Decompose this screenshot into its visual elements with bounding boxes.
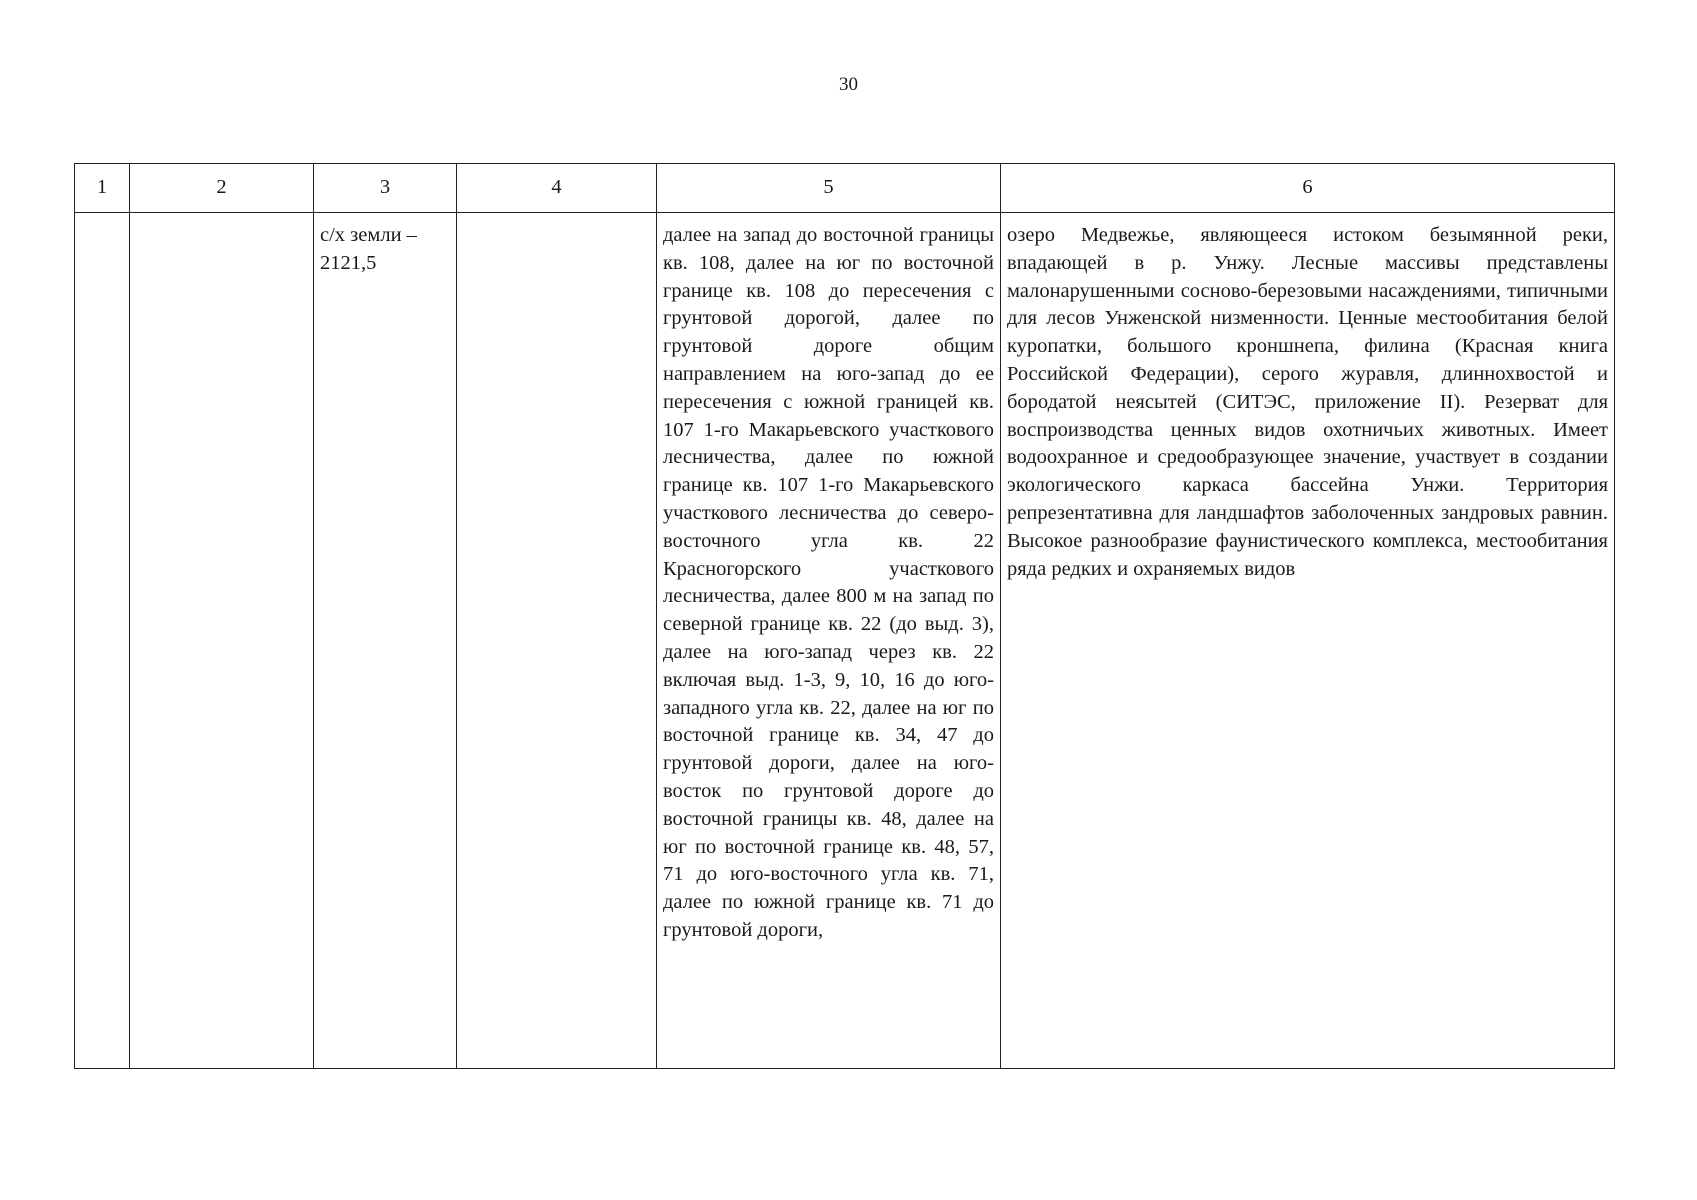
cell-col1 xyxy=(75,213,130,1069)
column-header-5: 5 xyxy=(657,164,1001,213)
land-area-label: с/х земли – xyxy=(320,224,417,246)
column-header-3: 3 xyxy=(314,164,457,213)
cell-col3 xyxy=(314,213,457,1069)
page-number: 30 xyxy=(839,74,858,95)
column-header-6: 6 xyxy=(1001,164,1615,213)
cell-col6 xyxy=(1001,213,1615,1069)
cell-col5 xyxy=(657,213,1001,1069)
table-header-row xyxy=(75,164,1615,213)
column-header-4: 4 xyxy=(457,164,657,213)
land-area-value: 2121,5 xyxy=(320,251,377,274)
boundary-description: далее на запад до восточной границы кв. 108, далее на юг по восточной границе кв. 108 до пересечения с грунтовой дорогой, далее по грунтовой дороге общим направлением на юго-запад до ее пересечения с южной границей кв. 107 1-го Макарьевского участкового лесничества, далее по южной границе кв. 107 1-го Макарьевского участкового лесничества до северо-восточного угла кв. 22 Красногорского участкового лесничества, далее 800 м на запад по северной границе кв. 22 (до выд. 3), далее на юго-запад через кв. 22 включая выд. 1-3, 9, 10, 16 до юго-западного угла кв. 22, далее на юг по восточной границе кв. 34, 47 до грунтовой дороги, далее на юго-восток по грунтовой дороге до восточной границы кв. 48, далее на юг по восточной границе кв. 48, 57, 71 до юго-восточного угла кв. 71, далее по южной границе кв. 71 до грунтовой дороги, xyxy=(663,224,994,941)
column-header-1: 1 xyxy=(75,164,130,213)
cell-col4 xyxy=(457,213,657,1069)
land-area-text xyxy=(314,213,456,278)
document-table xyxy=(74,163,1615,1069)
column-header-2: 2 xyxy=(130,164,314,213)
cell-col2 xyxy=(130,213,314,1069)
significance-description: озеро Медвежье, являющееся истоком безымянной реки, впадающей в р. Унжу. Лесные массивы представлены малонарушенными сосново-березовыми насаждениями, типичными для лесов Унженской низменности. Ценные местообитания белой куропатки, большого кроншнепа, филина (Красная книга Российской Федерации), серого журавля, длиннохвостой и бородатой неясытей (СИТЭС, приложение II). Резерват для воспроизводства ценных видов охотничьих животных. Имеет водоохранное и средообразующее значение, участвует в создании экологического каркаса бассейна Унжи. Территория репрезентативна для ландшафтов заболоченных зандровых равнин. Высокое разнообразие фаунистического комплекса, местообитания ряда редких и охраняемых видов xyxy=(1007,224,1608,580)
table-row xyxy=(75,213,1615,1069)
